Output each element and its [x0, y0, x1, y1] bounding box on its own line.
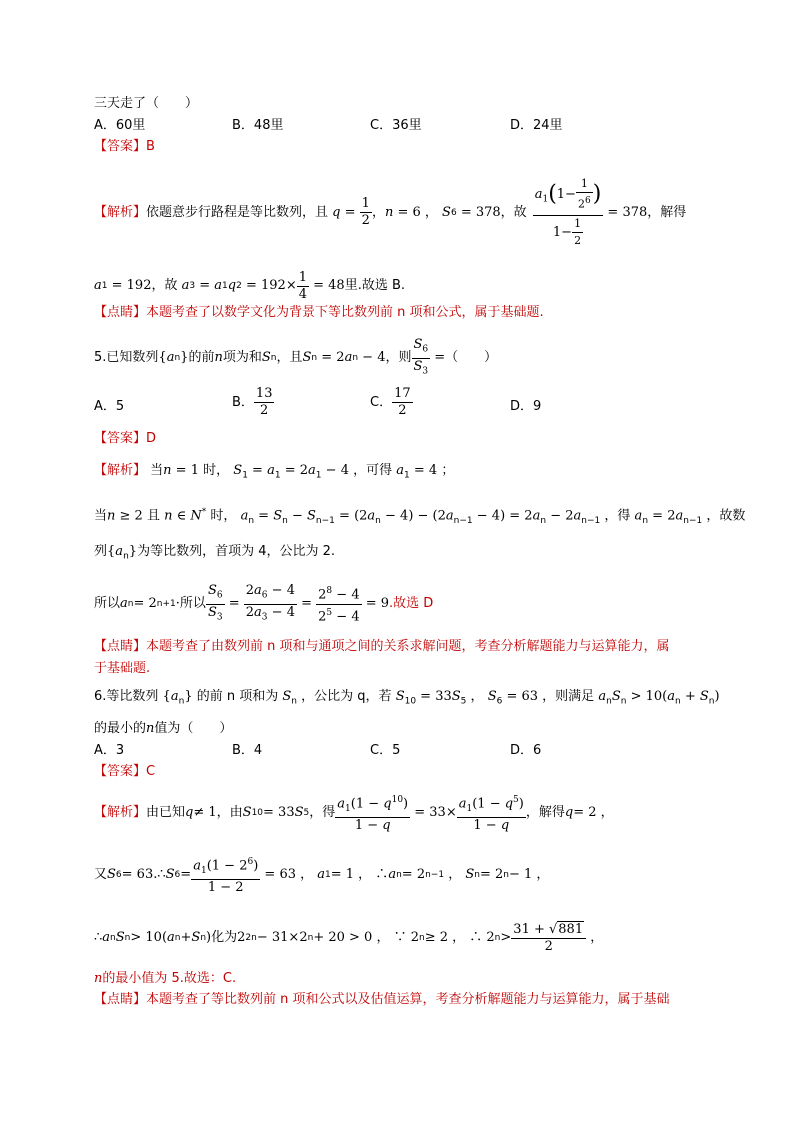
q5-comment	[94, 638, 670, 656]
analysis-text: 且	[146, 508, 160, 524]
q5-comment-2: 于基础题.	[94, 661, 151, 676]
q6-option-b: B．4	[232, 743, 263, 758]
stem-text: ，则满足	[542, 689, 595, 704]
analysis-tag: 【解析】	[94, 805, 147, 820]
comment-text: 本题考查了由数列前 n 项和与通项之间的关系求解问题，考查分析解题能力与运算能力，属	[146, 639, 670, 654]
analysis-text: 列	[94, 544, 108, 559]
q5-option-a: A．5	[94, 399, 125, 414]
analysis-text: 所以	[94, 596, 121, 611]
analysis-tag: 【解析】	[94, 204, 147, 220]
q4-stem-tail: 三天走了（ ）	[94, 96, 199, 111]
stem-text: 的前 n 项和为	[196, 689, 279, 704]
stem-text: 的前	[188, 350, 215, 365]
analysis-text: .故选 D	[389, 596, 434, 611]
stem-text: 项为和	[222, 350, 262, 365]
analysis-text: 又	[94, 867, 108, 882]
comment-tag: 【点睛】	[94, 305, 147, 320]
q6-stem-2: 的最小的n值为（ ）	[94, 721, 233, 736]
q6-conclusion: n的最小值为 5.故选：C.	[94, 971, 237, 986]
stem-text: ，则	[385, 350, 412, 365]
q5-option-d: D．9	[510, 399, 542, 414]
analysis-text: 时，	[203, 463, 230, 478]
q6-analysis-1: 【解析】 由已知 q ≠ 1 ，由 S 10 = 33 S 5 ，得 $\frac{a_1(1 - q^{10})}{1 - q}$ = 33× $\frac{a_1(1 - q^5)}{1 - q}$ ，解得 q = 2 ，	[94, 793, 614, 833]
comment-text: 本题考查了等比数列前 n 项和公式以及估值运算，考查分析解题能力与运算能力，属于基础	[146, 992, 670, 1007]
q5-option-c: C． $\frac{17}{2}$	[370, 386, 411, 418]
answer-value: C	[146, 764, 156, 779]
analysis-text: ，故	[500, 204, 527, 220]
q4-analysis-2: a 1 = 192，故 a 3 = a 1 q 2 = 192× $\frac{1}{4}$ = 48 里.故选 B.	[94, 269, 406, 302]
analysis-text: 的最小值为 5.故选：C.	[102, 971, 237, 986]
q6-stem: 6.等比数列 $\{a_n\}$ 的前 n 项和为 $S_n$ ，公比为 q，若 $S_{10} = 33S_5$ ， $S_6 = 63$ ，则满足 $a_nS_n > 10(a_n + S_n)$	[94, 689, 720, 707]
q5-analysis-4: 所以 a n = 2 n+1 · 所以 $\frac{S_6}{S_3}$ = $\frac{2a_6 - 4}{2a_3 - 4}$ = $\frac{2^8 - 4}{2^5 - 4}$ = 9 .故选 D	[94, 582, 434, 624]
analysis-text: 里.故选 B.	[344, 278, 406, 293]
analysis-text: 由已知	[146, 805, 186, 820]
analysis-tag: 【解析】	[94, 463, 147, 478]
analysis-text: ，可得	[353, 463, 393, 478]
comment-tag: 【点睛】	[94, 992, 147, 1007]
analysis-text: 时，	[210, 508, 237, 524]
answer-tag: 【答案】	[94, 764, 147, 779]
analysis-text: ，由	[216, 805, 243, 820]
q4-comment	[94, 304, 544, 322]
answer-value: D	[146, 431, 157, 446]
answer-value: B	[146, 139, 155, 154]
q6-analysis-3: ∴ a n S n > 10( a n + S n ) 化为 2 2n − 31×2 n + 20 > 0 ， ∵ 2 n ≥ 2 ， ∴ 2 n > $\frac{31 + √881}{2}$ ，	[94, 921, 604, 954]
analysis-text: 为等比数列，首项为 4，公比为 2.	[137, 544, 336, 559]
stem-text: ，公比为 q，若	[301, 689, 392, 704]
analysis-text: ，解得	[525, 805, 565, 820]
stem-text: ，	[470, 689, 484, 704]
q4-option-c: C．36里	[370, 118, 422, 133]
q5-analysis-3: 列$\{a_n\}$为等比数列，首项为 4，公比为 2.	[94, 544, 336, 562]
stem-text: （ ）	[445, 350, 498, 365]
analysis-text: 化为	[211, 930, 238, 945]
q6-option-a: A．3	[94, 743, 125, 758]
analysis-text: 当	[94, 508, 108, 524]
q6-comment	[94, 991, 670, 1009]
q5-options	[94, 386, 694, 426]
stem-text: 6.等比数列	[94, 689, 159, 704]
q4-option-d: D．24里	[510, 118, 563, 133]
stem-text: 的最小的	[94, 721, 147, 736]
q4-option-a: A．60里	[94, 118, 146, 133]
q4-option-b: B．48里	[232, 118, 284, 133]
q6-answer	[94, 763, 155, 781]
q6-analysis-2: 又 S 6 = 63.∴ S 6 = $\frac{a_1(1 - 2^6)}{1 - 2}$ = 63 ， a 1 = 1 ， ∴ a n = 2 n−1 ， S n = 2 n − 1 ，	[94, 855, 549, 895]
comment-tag: 【点睛】	[94, 639, 147, 654]
q6-option-c: C．5	[370, 743, 401, 758]
stem-text: ，且	[276, 350, 303, 365]
q6-option-d: D．6	[510, 743, 542, 758]
q4-answer	[94, 138, 155, 156]
analysis-text: ，得	[309, 805, 336, 820]
comment-text: 本题考查了以数学文化为背景下等比数列前 n 项和公式，属于基础题.	[146, 305, 544, 320]
analysis-text: 依题意步行路程是等比数列，且	[146, 204, 329, 220]
analysis-text: 当	[150, 463, 164, 478]
q5-analysis-1: 【解析】 当n = 1 时， $S_1 = a_1 = 2a_1 - 4$ ，可得 $a_1 = 4$ ；	[94, 463, 455, 481]
analysis-text: 所以	[179, 596, 206, 611]
analysis-text: ，得	[604, 508, 631, 524]
analysis-text: ，故数	[706, 508, 746, 524]
analysis-text: ，解得	[647, 204, 687, 220]
answer-tag: 【答案】	[94, 139, 147, 154]
q5-stem: 5.已知数列 { a n } 的前 n 项为和 S n ，且 S n = 2 a n − 4 ，则 $\frac{S_6}{S_3}$ = （ ）	[94, 336, 498, 377]
stem-text: 5.已知数列	[94, 350, 159, 365]
q5-answer	[94, 430, 156, 448]
q5-analysis-2: 当n ≥ 2 且 n ∈ N* 时， $a_n = S_n - S_{n-1} = (2a_n - 4) - (2a_{n-1} - 4) = 2a_n - 2a_{n-1}$ ，得 $a_n = 2a_{n-1}$ ，故数	[94, 507, 746, 526]
answer-tag: 【答案】	[94, 431, 147, 446]
q4-analysis: 【解析】 依题意步行路程是等比数列，且 q = $\frac{1}{2}$ ， n = 6 ， S 6 = 378 ，故 $a_1(1-$ $\frac{1}{2^6}$ ) 1− $\frac{1}{2}$ = 378 ，解得	[94, 177, 687, 247]
q5-option-b: B． $\frac{13}{2}$	[232, 386, 273, 418]
stem-text: 值为（ ）	[154, 721, 233, 736]
